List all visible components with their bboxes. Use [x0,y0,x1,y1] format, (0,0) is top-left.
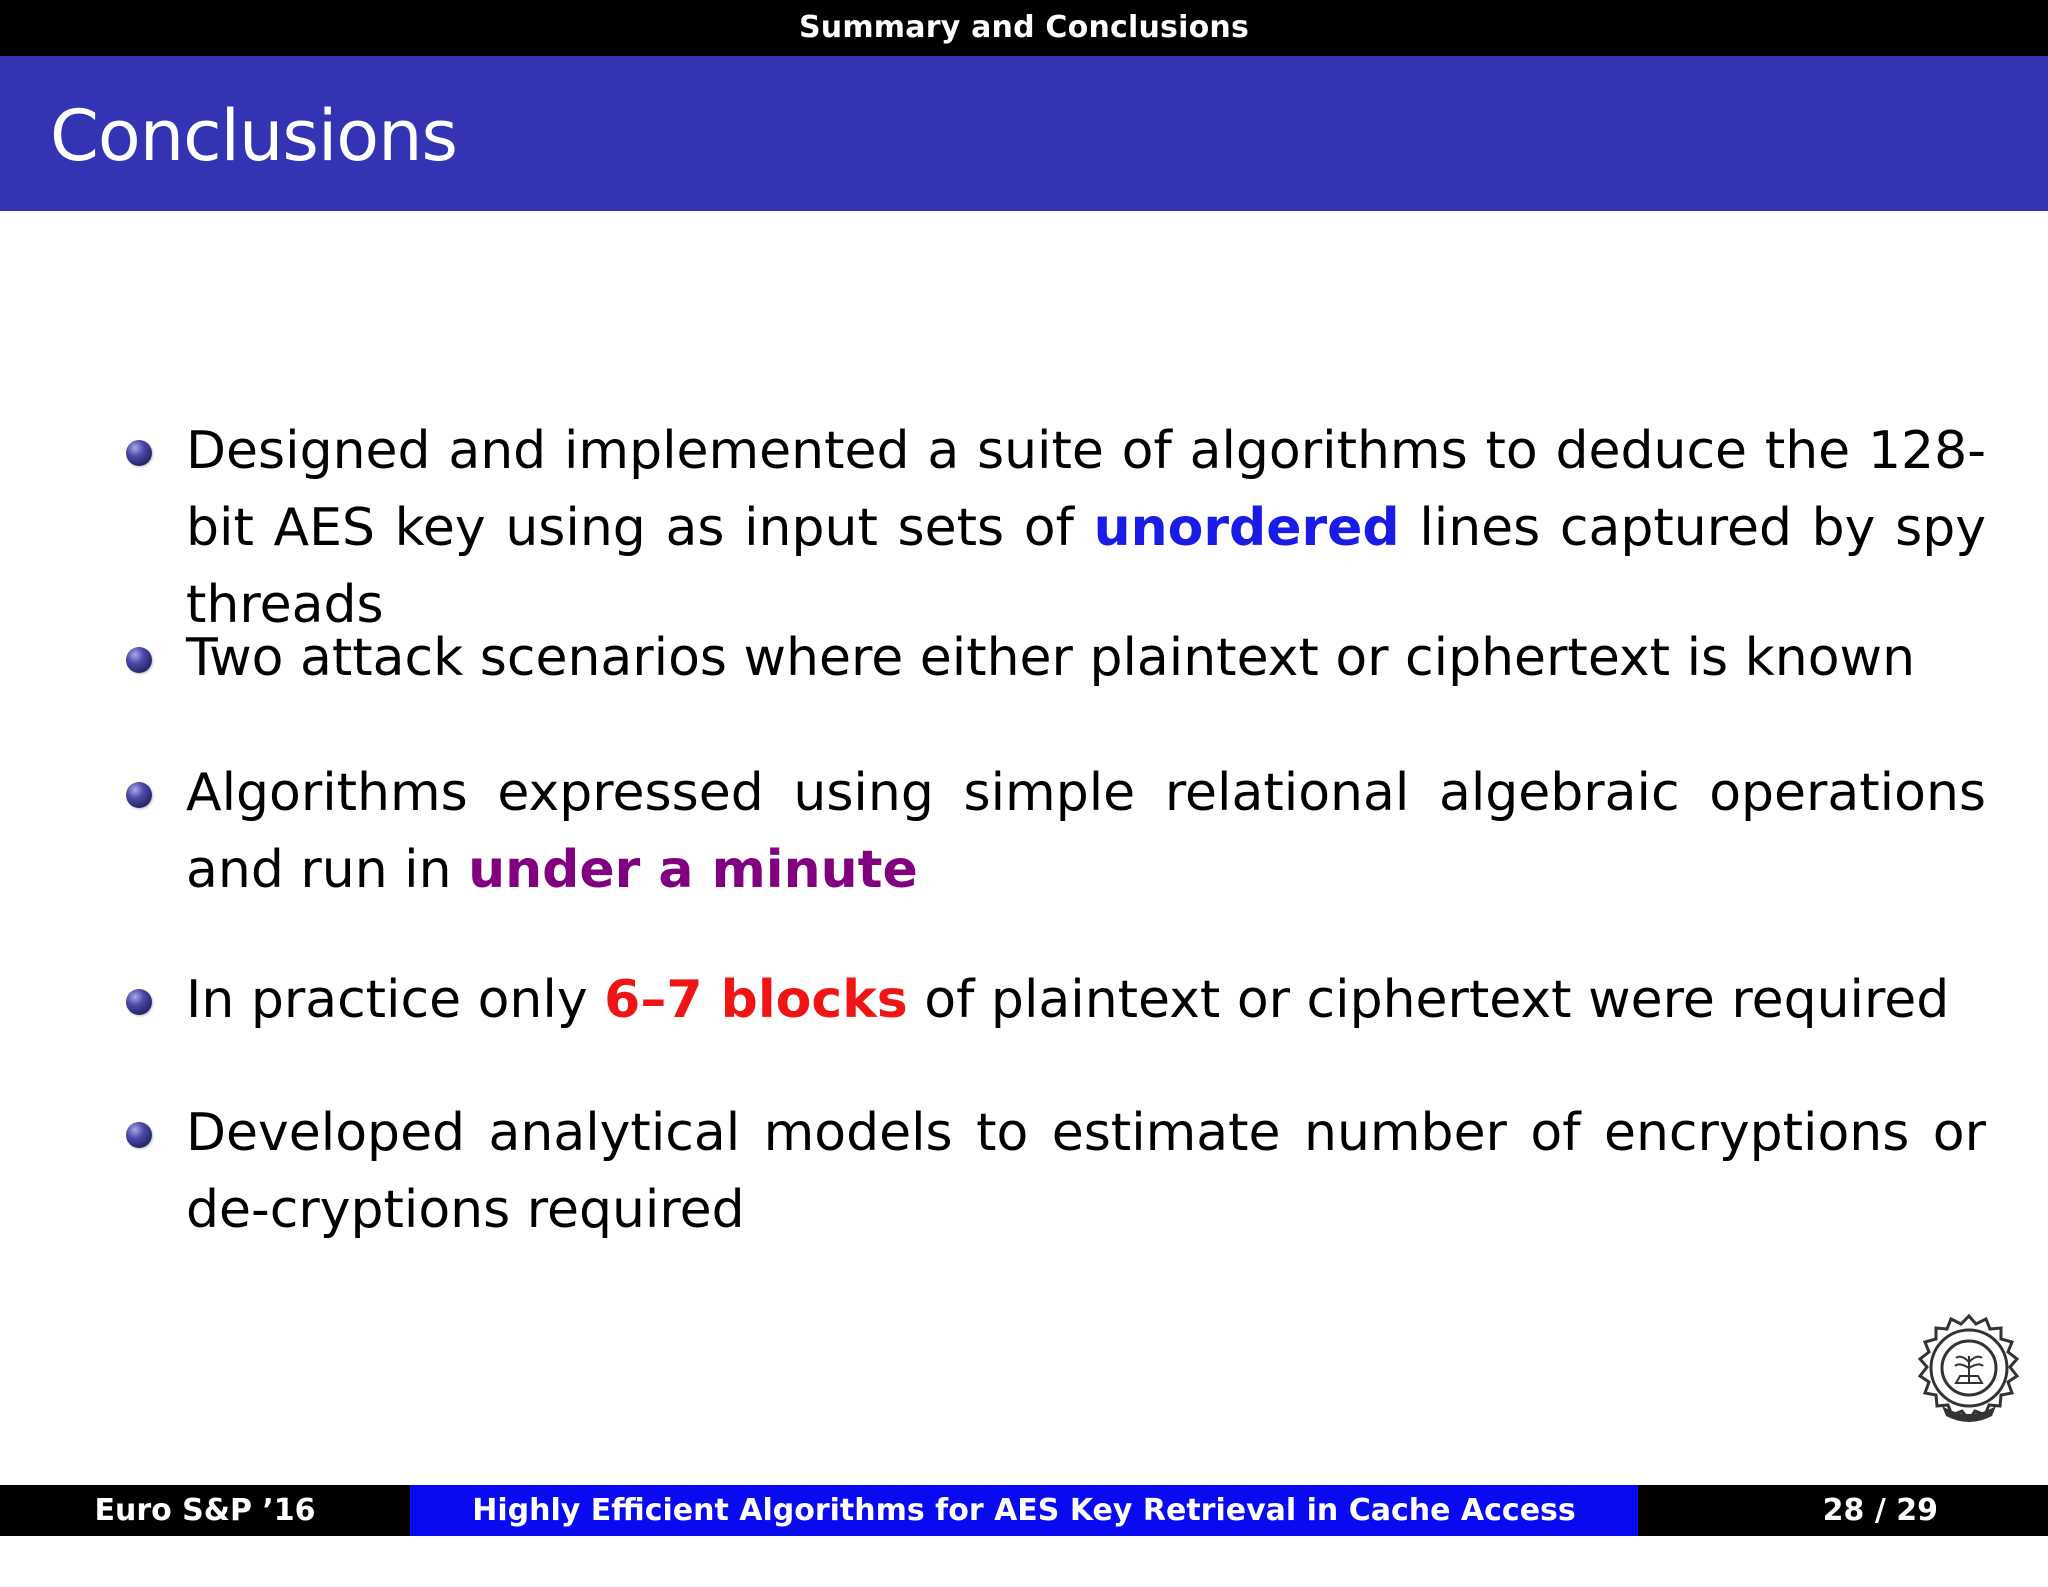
text-segment: Designed and implemented a suite of algorithms to deduce the 128-bit AES key using as input sets of [186,421,1986,558]
bullet-icon [126,440,152,466]
section-title: Summary and Conclusions [798,10,1249,45]
highlight-blocks: 6–7 blocks [604,970,908,1030]
bullet-icon [126,989,152,1015]
frame-title: Conclusions [50,95,457,177]
text-segment: Developed analytical models to estimate number of encryptions or de-cryptions required [186,1103,1986,1240]
list-item [186,1095,1986,1249]
talk-title: Highly Efficient Algorithms for AES Key Retrieval in Cache Access Attacks [472,1493,1576,1579]
text-segment: Algorithms expressed using simple relational algebraic operations and run in [186,763,1986,900]
list-item [186,755,1986,909]
institute-seal-icon [1906,1310,2032,1436]
bullet-text [186,628,1915,688]
highlight-under-a-minute: under a minute [468,840,918,900]
list-item [186,620,1986,697]
bullet-text [186,763,1986,900]
list-item [186,962,1986,1039]
section-headline [0,0,2048,56]
frame-title-bar [0,56,2048,211]
text-segment: of plaintext or ciphertext were required [907,970,1950,1030]
bullet-text [186,970,1949,1030]
footer [0,1485,2048,1579]
page-number: 28 / 29 [1822,1493,1938,1528]
list-item [186,413,1986,644]
highlight-unordered: unordered [1093,498,1400,558]
text-segment: In practice only [186,970,605,1030]
bullet-icon [126,1122,152,1148]
bullet-icon [126,782,152,808]
bullet-text [186,1103,1986,1240]
footer-talk-title [410,1485,1638,1579]
venue-label: Euro S&P ’16 [94,1493,316,1528]
footer-venue [0,1485,410,1536]
bullet-text [186,421,1986,635]
text-segment: lines captured by spy threads [186,498,1986,635]
bullet-icon [126,647,152,673]
footer-pages [1638,1485,2048,1536]
text-segment: Two attack scenarios where either plaintext or ciphertext is known [186,628,1916,688]
